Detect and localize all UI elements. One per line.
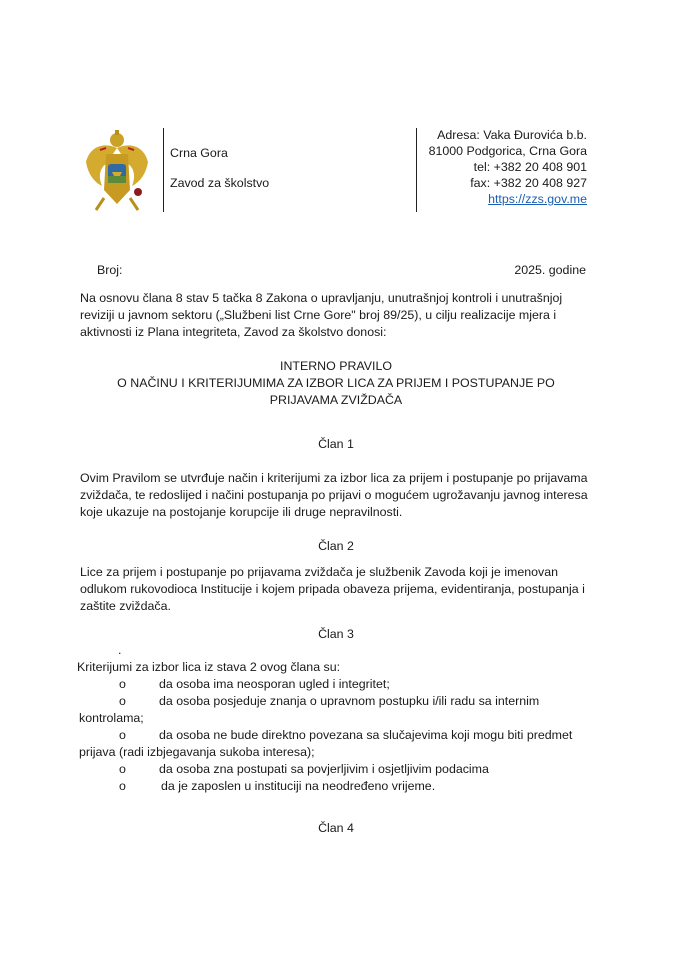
bullet-icon: o bbox=[119, 728, 126, 742]
website-link[interactable]: https://zzs.gov.me bbox=[488, 192, 587, 206]
title-line: O NAČINU I KRITERIJUMIMA ZA IZBOR LICA ZA PRIJEM I POSTUPANJE PO bbox=[117, 376, 555, 390]
list-item-text: da osoba posjeduje znanja o upravnom postupku i/ili radu sa internim bbox=[159, 694, 540, 708]
header-divider-right bbox=[416, 128, 417, 212]
body-line: odlukom rukovodioca Institucije i kojem pripada obaveza prijema, evidentiranja, postupanja i bbox=[80, 582, 585, 596]
fax: fax: +382 20 408 927 bbox=[470, 176, 587, 190]
intro-line: reviziji u javnom sektoru („Službeni list Crne Gore" broj 89/25), u cilju realizacije mjera i bbox=[80, 308, 557, 322]
intro-line: aktivnosti iz Plana integriteta, Zavod za školstvo donosi: bbox=[80, 325, 387, 339]
institution-name: Zavod za školstvo bbox=[170, 176, 270, 190]
body-line: Lice za prijem i postupanje po prijavama zviždača je službenik Zavoda koji je imenovan bbox=[80, 565, 558, 579]
article-2-body bbox=[80, 564, 592, 615]
contact-block bbox=[429, 127, 587, 207]
list-item bbox=[77, 727, 597, 744]
body-line: zviždača, te redoslijed i načini postupanja po prijavi o mogućem ugrožavanju javnog interesa bbox=[80, 488, 588, 502]
article-1-body bbox=[80, 470, 592, 521]
body-line: koje ukazuje na postojanje korupcije ili druge nepravilnosti. bbox=[80, 505, 403, 519]
list-item-text: da osoba ima neosporan ugled i integritet; bbox=[159, 677, 390, 691]
body-line: Ovim Pravilom se utvrđuje način i kriterijumi za izbor lica za prijem i postupanje po prijavama bbox=[80, 471, 588, 485]
title-line: INTERNO PRAVILO bbox=[280, 359, 392, 373]
article-4-heading: Član 4 bbox=[318, 821, 354, 835]
list-item bbox=[77, 761, 597, 778]
document-title bbox=[80, 358, 592, 409]
criteria-intro: Kriterijumi za izbor lica iz stava 2 ovog člana su: bbox=[77, 660, 341, 674]
article-3-heading: Član 3 bbox=[318, 627, 354, 641]
list-item-text: da osoba zna postupati sa povjerljivim i osjetljivim podacima bbox=[159, 762, 489, 776]
list-item-text: da osoba ne bude direktno povezana sa slučajevima koji mogu biti predmet bbox=[159, 728, 573, 742]
address-line: Adresa: Vaka Đurovića b.b. bbox=[437, 128, 587, 142]
list-item bbox=[77, 676, 597, 693]
coat-of-arms-logo bbox=[84, 128, 150, 212]
title-line: PRIJAVAMA ZVIŽDAČA bbox=[269, 393, 403, 407]
article-1-heading: Član 1 bbox=[318, 437, 354, 451]
intro-line: Na osnovu člana 8 stav 5 tačka 8 Zakona o upravljanju, unutrašnjoj kontroli i unutrašnjoj bbox=[80, 291, 563, 305]
list-item bbox=[77, 778, 597, 795]
list-item-continuation: kontrolama; bbox=[79, 711, 144, 725]
address-city: 81000 Podgorica, Crna Gora bbox=[428, 144, 587, 158]
country-name: Crna Gora bbox=[170, 146, 228, 160]
stray-dot: . bbox=[118, 643, 122, 657]
header-divider-left bbox=[163, 128, 164, 212]
phone: tel: +382 20 408 901 bbox=[473, 160, 587, 174]
list-item-continuation: prijava (radi izbjegavanja sukoba interesa); bbox=[79, 745, 315, 759]
number-label: Broj: bbox=[97, 263, 123, 277]
list-item-text: da je zaposlen u instituciji na neodređeno vrijeme. bbox=[161, 779, 436, 793]
bullet-icon: o bbox=[119, 694, 126, 708]
document-date: 2025. godine bbox=[514, 263, 586, 277]
bullet-icon: o bbox=[119, 762, 126, 776]
list-item bbox=[77, 693, 597, 710]
bullet-icon: o bbox=[119, 677, 126, 691]
intro-paragraph bbox=[80, 290, 592, 341]
article-2-heading: Član 2 bbox=[318, 539, 354, 553]
article-3-body bbox=[77, 659, 597, 795]
bullet-icon: o bbox=[119, 779, 126, 793]
body-line: zaštite zviždača. bbox=[80, 599, 171, 613]
